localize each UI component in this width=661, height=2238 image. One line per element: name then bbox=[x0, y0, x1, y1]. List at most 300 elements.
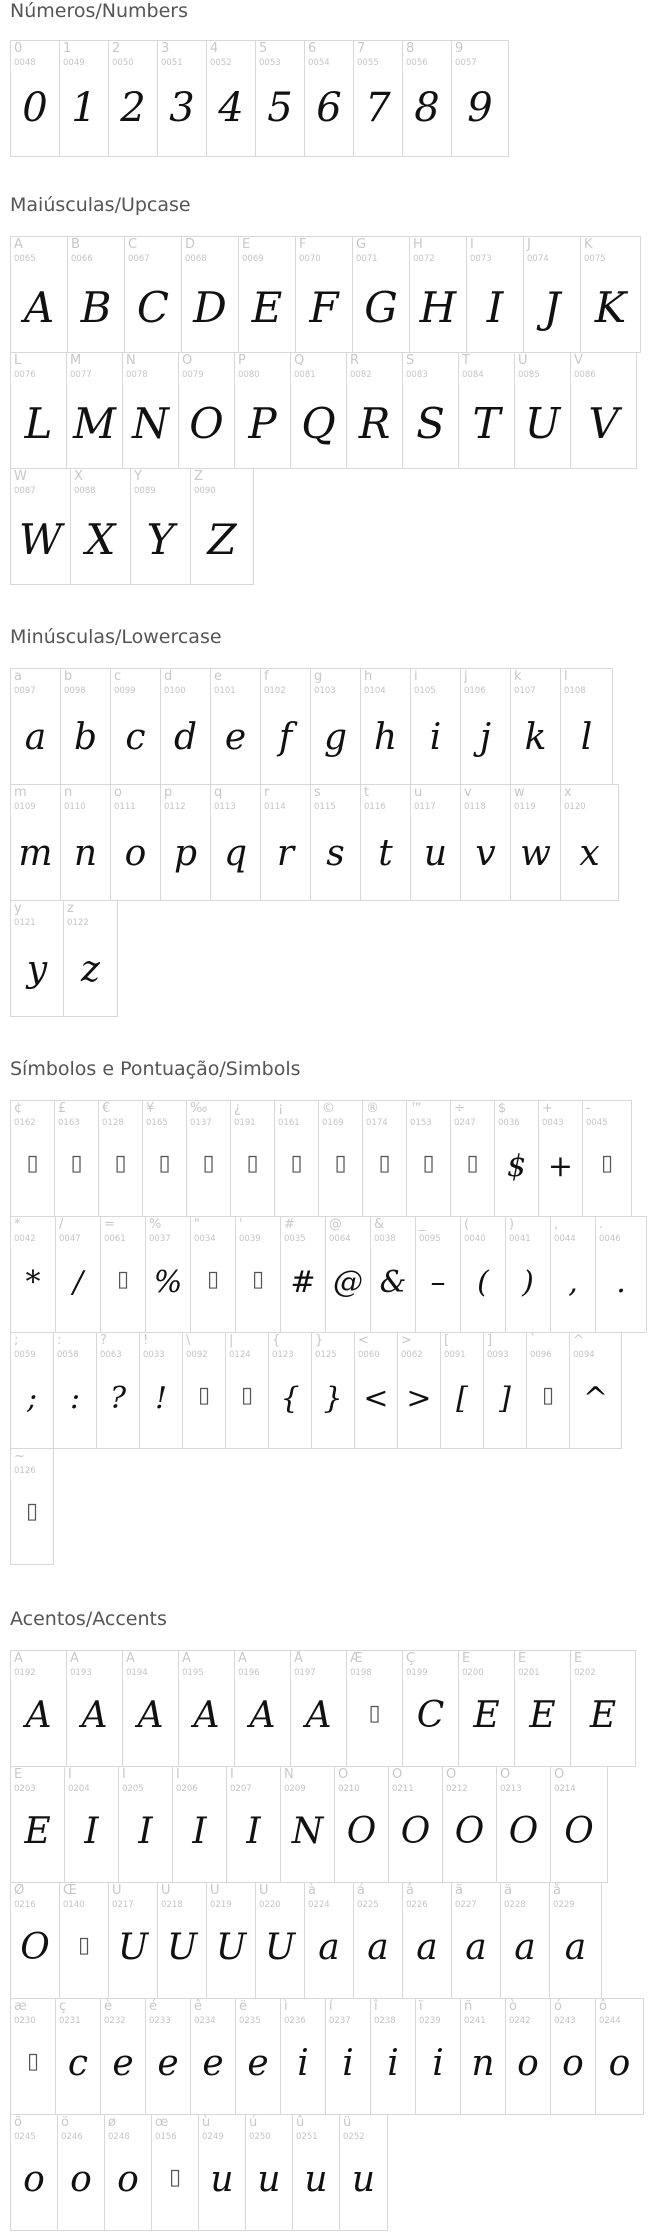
glyph-sample: ] bbox=[499, 1381, 511, 1416]
cell-codepoint: 0242 bbox=[509, 2016, 531, 2026]
glyph-cell bbox=[260, 784, 311, 901]
cell-codepoint: 0097 bbox=[14, 686, 36, 696]
glyph-cell bbox=[10, 1998, 56, 2115]
cell-codepoint: 0091 bbox=[444, 1350, 466, 1360]
glyph-cell bbox=[514, 1650, 571, 1767]
cell-codepoint: 0056 bbox=[406, 58, 428, 68]
glyph-cell bbox=[460, 784, 511, 901]
glyph-cell bbox=[397, 1332, 441, 1449]
glyph-sample: A bbox=[25, 1695, 52, 1736]
cell-character: R bbox=[350, 353, 360, 368]
cell-codepoint: 0227 bbox=[455, 1900, 477, 1910]
glyph-sample: $ bbox=[506, 1149, 527, 1184]
glyph-cell bbox=[60, 784, 111, 901]
glyph-sample: o bbox=[562, 2043, 584, 2084]
cell-codepoint: 0219 bbox=[210, 1900, 232, 1910]
missing-glyph-icon: ▯ bbox=[246, 1151, 259, 1176]
glyph-sample: i bbox=[432, 2043, 444, 2084]
cell-codepoint: 0045 bbox=[586, 1118, 608, 1128]
glyph-sample: M bbox=[72, 399, 116, 448]
glyph-sample: f bbox=[278, 717, 293, 758]
cell-character: x bbox=[564, 785, 572, 800]
glyph-sample: E bbox=[589, 1695, 617, 1736]
cell-character: Ô bbox=[446, 1767, 457, 1782]
glyph-sample: ; bbox=[26, 1381, 38, 1416]
cell-codepoint: 0124 bbox=[229, 1350, 251, 1360]
glyph-sample: 6 bbox=[316, 85, 342, 131]
glyph-sample: x bbox=[579, 833, 600, 874]
glyph-sample: > bbox=[406, 1381, 432, 1416]
glyph-sample: a bbox=[564, 1927, 587, 1968]
glyph-cell bbox=[145, 1216, 191, 1333]
cell-codepoint: 0036 bbox=[498, 1118, 520, 1128]
cell-codepoint: 0235 bbox=[239, 2016, 261, 2026]
cell-codepoint: 0076 bbox=[14, 370, 36, 380]
glyph-cell bbox=[325, 1998, 371, 2115]
cell-codepoint: 0082 bbox=[350, 370, 372, 380]
cell-character: ò bbox=[509, 1999, 517, 2014]
glyph-sample: 0 bbox=[22, 85, 48, 131]
cell-codepoint: 0062 bbox=[401, 1350, 423, 1360]
cell-codepoint: 0233 bbox=[149, 2016, 171, 2026]
cell-character: 3 bbox=[161, 41, 170, 56]
glyph-cell bbox=[210, 784, 261, 901]
glyph-sample: ^ bbox=[582, 1381, 609, 1416]
glyph-cell bbox=[55, 1216, 101, 1333]
glyph-cell bbox=[304, 40, 354, 157]
glyph-cell bbox=[582, 1100, 632, 1217]
glyph-row bbox=[10, 468, 253, 585]
glyph-sample: l bbox=[580, 717, 593, 758]
glyph-sample: 5 bbox=[267, 85, 293, 131]
glyph-sample: O bbox=[189, 399, 224, 448]
cell-codepoint: 0079 bbox=[182, 370, 204, 380]
glyph-sample: i bbox=[387, 2043, 399, 2084]
cell-codepoint: 0234 bbox=[194, 2016, 216, 2026]
cell-codepoint: 0122 bbox=[67, 918, 89, 928]
glyph-cell bbox=[526, 1332, 570, 1449]
cell-codepoint: 0071 bbox=[356, 254, 378, 264]
glyph-sample: p bbox=[173, 833, 198, 874]
glyph-sample: o bbox=[23, 2159, 45, 2200]
cell-codepoint: 0213 bbox=[500, 1784, 522, 1794]
glyph-cell bbox=[295, 236, 353, 353]
cell-character: S bbox=[406, 353, 415, 368]
cell-character: ( bbox=[464, 1217, 470, 1232]
cell-codepoint: 0046 bbox=[599, 1234, 621, 1244]
glyph-sample: 8 bbox=[414, 85, 440, 131]
glyph-sample: t bbox=[378, 833, 393, 874]
glyph-sample: ! bbox=[154, 1381, 168, 1416]
cell-codepoint: 0054 bbox=[308, 58, 330, 68]
glyph-cell bbox=[238, 236, 296, 353]
cell-codepoint: 0163 bbox=[58, 1118, 80, 1128]
glyph-cell bbox=[410, 784, 461, 901]
cell-codepoint: 0112 bbox=[164, 802, 186, 812]
cell-codepoint: 0086 bbox=[574, 370, 596, 380]
glyph-cell bbox=[10, 1332, 54, 1449]
glyph-sample: W bbox=[18, 515, 63, 564]
cell-character: * bbox=[14, 1217, 21, 1232]
cell-codepoint: 0065 bbox=[14, 254, 36, 264]
cell-character: w bbox=[514, 785, 525, 800]
glyph-sample: , bbox=[568, 1265, 578, 1300]
cell-character: Œ bbox=[63, 1883, 77, 1898]
missing-glyph-icon: ▯ bbox=[334, 1151, 347, 1176]
cell-character: î bbox=[374, 1999, 378, 2014]
glyph-cell bbox=[510, 784, 561, 901]
cell-codepoint: 0119 bbox=[514, 802, 536, 812]
cell-character: œ bbox=[155, 2115, 169, 2130]
glyph-cell bbox=[406, 1100, 451, 1217]
glyph-cell bbox=[353, 1882, 403, 1999]
glyph-sample: – bbox=[430, 1265, 446, 1300]
glyph-cell bbox=[64, 1766, 119, 1883]
missing-glyph-icon: ▯ bbox=[114, 1151, 127, 1176]
cell-character: 9 bbox=[455, 41, 464, 56]
cell-codepoint: 0053 bbox=[259, 58, 281, 68]
cell-codepoint: 0069 bbox=[242, 254, 264, 264]
cell-character: V bbox=[574, 353, 583, 368]
glyph-sample: a bbox=[24, 717, 47, 758]
glyph-sample: A bbox=[137, 1695, 164, 1736]
glyph-sample: e bbox=[112, 2043, 134, 2084]
cell-codepoint: 0117 bbox=[414, 802, 436, 812]
glyph-cell bbox=[409, 236, 467, 353]
cell-codepoint: 0094 bbox=[573, 1350, 595, 1360]
glyph-sample: c bbox=[125, 717, 146, 758]
glyph-sample: e bbox=[202, 2043, 224, 2084]
missing-glyph-icon: ▯ bbox=[168, 2165, 182, 2190]
cell-codepoint: 0081 bbox=[294, 370, 316, 380]
cell-character: Â bbox=[126, 1651, 135, 1666]
glyph-cell bbox=[235, 1998, 281, 2115]
glyph-cell bbox=[570, 352, 637, 469]
cell-character: Æ bbox=[350, 1651, 363, 1666]
cell-character: ç bbox=[59, 1999, 67, 2014]
glyph-sample: i bbox=[297, 2043, 309, 2084]
cell-character: M bbox=[70, 353, 82, 368]
glyph-cell bbox=[10, 784, 61, 901]
cell-codepoint: 0077 bbox=[70, 370, 92, 380]
glyph-sample: I bbox=[84, 1811, 99, 1852]
cell-character: g bbox=[314, 669, 323, 684]
cell-character: ù bbox=[202, 2115, 211, 2130]
cell-codepoint: 0205 bbox=[122, 1784, 144, 1794]
cell-codepoint: 0039 bbox=[239, 1234, 261, 1244]
glyph-cell bbox=[560, 784, 619, 901]
cell-codepoint: 0044 bbox=[554, 1234, 576, 1244]
cell-character: í bbox=[329, 1999, 333, 2014]
cell-codepoint: 0156 bbox=[155, 2132, 177, 2142]
glyph-cell bbox=[59, 1882, 109, 1999]
cell-codepoint: 0072 bbox=[413, 254, 435, 264]
glyph-sample: . bbox=[616, 1265, 626, 1300]
cell-codepoint: 0099 bbox=[114, 686, 136, 696]
cell-codepoint: 0037 bbox=[149, 1234, 171, 1244]
glyph-sample: o bbox=[608, 2043, 631, 2084]
glyph-sample: a bbox=[416, 1927, 438, 1968]
cell-character: h bbox=[364, 669, 373, 684]
glyph-cell bbox=[118, 1766, 173, 1883]
cell-codepoint: 0085 bbox=[518, 370, 540, 380]
cell-character: € bbox=[102, 1101, 111, 1116]
glyph-cell bbox=[410, 668, 461, 785]
glyph-sample: 7 bbox=[365, 85, 391, 131]
cell-codepoint: 0214 bbox=[554, 1784, 576, 1794]
glyph-sample: A bbox=[193, 1695, 220, 1736]
cell-codepoint: 0047 bbox=[59, 1234, 81, 1244]
cell-character: \ bbox=[186, 1333, 191, 1348]
cell-character: ü bbox=[343, 2115, 352, 2130]
cell-character: 8 bbox=[406, 41, 415, 56]
cell-character: à bbox=[308, 1883, 316, 1898]
glyph-cell bbox=[10, 668, 61, 785]
cell-codepoint: 0248 bbox=[108, 2132, 130, 2142]
glyph-cell bbox=[360, 668, 411, 785]
glyph-row bbox=[10, 900, 117, 1017]
glyph-cell bbox=[523, 236, 581, 353]
glyph-sample: * bbox=[25, 1265, 41, 1300]
cell-character: , bbox=[554, 1217, 559, 1232]
cell-character: U bbox=[518, 353, 528, 368]
cell-character: p bbox=[164, 785, 173, 800]
cell-codepoint: 0161 bbox=[278, 1118, 300, 1128]
glyph-cell bbox=[496, 1766, 551, 1883]
glyph-cell bbox=[96, 1332, 140, 1449]
glyph-sample: A bbox=[81, 1695, 108, 1736]
glyph-cell bbox=[442, 1766, 497, 1883]
cell-codepoint: 0060 bbox=[358, 1350, 380, 1360]
glyph-sample: N bbox=[132, 399, 169, 448]
glyph-cell bbox=[210, 668, 261, 785]
glyph-sample: k bbox=[524, 717, 547, 758]
cell-character: Ê bbox=[574, 1651, 583, 1666]
glyph-cell bbox=[178, 1650, 235, 1767]
cell-character: ¢ bbox=[14, 1101, 23, 1116]
cell-codepoint: 0116 bbox=[364, 802, 386, 812]
glyph-cell bbox=[510, 668, 561, 785]
glyph-cell bbox=[440, 1332, 484, 1449]
glyph-cell bbox=[402, 1882, 452, 1999]
cell-character: o bbox=[114, 785, 122, 800]
cell-codepoint: 0080 bbox=[238, 370, 260, 380]
glyph-cell bbox=[550, 1998, 596, 2115]
cell-codepoint: 0201 bbox=[518, 1668, 540, 1678]
glyph-sample: d bbox=[173, 717, 198, 758]
glyph-cell bbox=[318, 1100, 363, 1217]
missing-glyph-icon: ▯ bbox=[378, 1151, 391, 1176]
glyph-row bbox=[10, 1998, 643, 2115]
cell-codepoint: 0250 bbox=[249, 2132, 271, 2142]
cell-codepoint: 0087 bbox=[14, 486, 36, 496]
glyph-cell bbox=[494, 1100, 539, 1217]
cell-codepoint: 0194 bbox=[126, 1668, 148, 1678]
cell-character: f bbox=[264, 669, 269, 684]
glyph-cell bbox=[570, 1650, 636, 1767]
cell-character: l bbox=[564, 669, 568, 684]
cell-codepoint: 0216 bbox=[14, 1900, 36, 1910]
section-title: Símbolos e Pontuação/Simbols bbox=[10, 1058, 301, 1080]
cell-character: û bbox=[296, 2115, 305, 2130]
cell-codepoint: 0061 bbox=[104, 1234, 126, 1244]
glyph-row bbox=[10, 352, 636, 469]
cell-character: } bbox=[315, 1333, 324, 1348]
glyph-cell bbox=[59, 40, 109, 157]
cell-character: % bbox=[149, 1217, 162, 1232]
glyph-sample: y bbox=[26, 949, 48, 990]
glyph-sample: O bbox=[346, 1811, 377, 1852]
glyph-cell bbox=[198, 2114, 246, 2231]
glyph-cell bbox=[268, 1332, 312, 1449]
cell-character: F bbox=[299, 237, 307, 252]
cell-codepoint: 0114 bbox=[264, 802, 286, 812]
glyph-sample: P bbox=[248, 399, 277, 448]
cell-character: Í bbox=[122, 1767, 126, 1782]
cell-codepoint: 0041 bbox=[509, 1234, 531, 1244]
missing-glyph-icon: ▯ bbox=[240, 1383, 254, 1408]
glyph-cell bbox=[10, 468, 71, 585]
cell-character: C bbox=[128, 237, 138, 252]
missing-glyph-icon: ▯ bbox=[116, 1267, 130, 1292]
glyph-cell bbox=[139, 1332, 183, 1449]
glyph-sample: j bbox=[479, 717, 492, 758]
cell-character: 7 bbox=[357, 41, 366, 56]
glyph-sample: V bbox=[588, 399, 619, 448]
cell-codepoint: 0125 bbox=[315, 1350, 337, 1360]
cell-character: é bbox=[149, 1999, 157, 2014]
cell-codepoint: 0202 bbox=[574, 1668, 596, 1678]
missing-glyph-icon: ▯ bbox=[158, 1151, 171, 1176]
cell-codepoint: 0140 bbox=[63, 1900, 85, 1910]
cell-codepoint: 0049 bbox=[63, 58, 85, 68]
glyph-sample: u bbox=[304, 2159, 328, 2200]
cell-codepoint: 0209 bbox=[284, 1784, 306, 1794]
glyph-sample: B bbox=[80, 283, 112, 332]
glyph-sample: a bbox=[514, 1927, 536, 1968]
cell-character: - bbox=[586, 1101, 591, 1116]
glyph-cell bbox=[402, 1650, 459, 1767]
cell-codepoint: 0211 bbox=[392, 1784, 414, 1794]
cell-codepoint: 0232 bbox=[104, 2016, 126, 2026]
glyph-cell bbox=[151, 2114, 199, 2231]
glyph-cell bbox=[234, 1650, 291, 1767]
missing-glyph-icon: ▯ bbox=[466, 1151, 479, 1176]
glyph-sample: o bbox=[124, 833, 147, 874]
glyph-cell bbox=[10, 352, 67, 469]
glyph-cell bbox=[346, 352, 403, 469]
cell-character: n bbox=[64, 785, 73, 800]
cell-codepoint: 0102 bbox=[264, 686, 286, 696]
glyph-cell bbox=[55, 1998, 101, 2115]
glyph-cell bbox=[460, 1998, 506, 2115]
glyph-cell bbox=[54, 1100, 99, 1217]
cell-codepoint: 0196 bbox=[238, 1668, 260, 1678]
section-title: Números/Numbers bbox=[10, 0, 188, 22]
missing-glyph-icon: ▯ bbox=[70, 1151, 83, 1176]
missing-glyph-icon: ▯ bbox=[77, 1933, 91, 1958]
cell-codepoint: 0123 bbox=[272, 1350, 294, 1360]
glyph-cell bbox=[458, 352, 515, 469]
cell-codepoint: 0035 bbox=[284, 1234, 306, 1244]
cell-codepoint: 0104 bbox=[364, 686, 386, 696]
cell-codepoint: 0105 bbox=[414, 686, 436, 696]
cell-character: ó bbox=[554, 1999, 562, 2014]
glyph-cell bbox=[310, 784, 361, 901]
cell-character: P bbox=[238, 353, 246, 368]
cell-codepoint: 0245 bbox=[14, 2132, 36, 2142]
glyph-sample: O bbox=[454, 1811, 485, 1852]
glyph-cell bbox=[460, 668, 511, 785]
glyph-sample: K bbox=[594, 283, 627, 332]
cell-codepoint: 0042 bbox=[14, 1234, 36, 1244]
cell-codepoint: 0098 bbox=[64, 686, 86, 696]
missing-glyph-icon: ▯ bbox=[26, 1151, 39, 1176]
cell-character: Ï bbox=[230, 1767, 234, 1782]
glyph-cell bbox=[10, 900, 64, 1017]
cell-character: A bbox=[14, 237, 23, 252]
cell-codepoint: 0096 bbox=[530, 1350, 552, 1360]
cell-codepoint: 0118 bbox=[464, 802, 486, 812]
glyph-sample: U bbox=[524, 399, 561, 448]
glyph-cell bbox=[325, 1216, 371, 1333]
glyph-sample: & bbox=[379, 1265, 407, 1300]
cell-character: Ü bbox=[259, 1883, 269, 1898]
glyph-cell bbox=[160, 668, 211, 785]
cell-character: ñ bbox=[464, 1999, 473, 2014]
cell-character: Õ bbox=[500, 1767, 511, 1782]
glyph-sample: 3 bbox=[169, 85, 195, 131]
glyph-cell bbox=[505, 1216, 551, 1333]
cell-codepoint: 0055 bbox=[357, 58, 379, 68]
glyph-sample: Y bbox=[146, 515, 175, 564]
cell-character: & bbox=[374, 1217, 385, 1232]
cell-character: t bbox=[364, 785, 370, 800]
glyph-cell bbox=[66, 1650, 123, 1767]
cell-character: ‰ bbox=[190, 1101, 208, 1116]
glyph-sample: G bbox=[364, 283, 398, 332]
cell-character: ¥ bbox=[146, 1101, 155, 1116]
glyph-cell bbox=[402, 352, 459, 469]
glyph-sample: U bbox=[117, 1927, 149, 1968]
cell-codepoint: 0048 bbox=[14, 58, 36, 68]
cell-character: r bbox=[264, 785, 270, 800]
cell-codepoint: 0068 bbox=[185, 254, 207, 264]
glyph-sample: A bbox=[249, 1695, 276, 1736]
cell-character: æ bbox=[14, 1999, 27, 2014]
cell-character: I bbox=[470, 237, 474, 252]
glyph-sample: n bbox=[73, 833, 98, 874]
cell-codepoint: 0058 bbox=[57, 1350, 79, 1360]
glyph-cell bbox=[235, 1216, 281, 1333]
glyph-sample: C bbox=[416, 1695, 445, 1736]
cell-character: = bbox=[104, 1217, 115, 1232]
cell-character: z bbox=[67, 901, 74, 916]
cell-character: : bbox=[57, 1333, 62, 1348]
cell-character: È bbox=[462, 1651, 471, 1666]
glyph-row bbox=[10, 1650, 635, 1767]
cell-character: D bbox=[185, 237, 196, 252]
cell-codepoint: 0217 bbox=[112, 1900, 134, 1910]
missing-glyph-icon: ▯ bbox=[26, 2049, 40, 2074]
cell-character: Ú bbox=[161, 1883, 171, 1898]
cell-codepoint: 0064 bbox=[329, 1234, 351, 1244]
cell-character: Ã bbox=[182, 1651, 191, 1666]
cell-codepoint: 0239 bbox=[419, 2016, 441, 2026]
glyph-row bbox=[10, 40, 508, 157]
glyph-cell bbox=[190, 1216, 236, 1333]
cell-codepoint: 0107 bbox=[514, 686, 536, 696]
